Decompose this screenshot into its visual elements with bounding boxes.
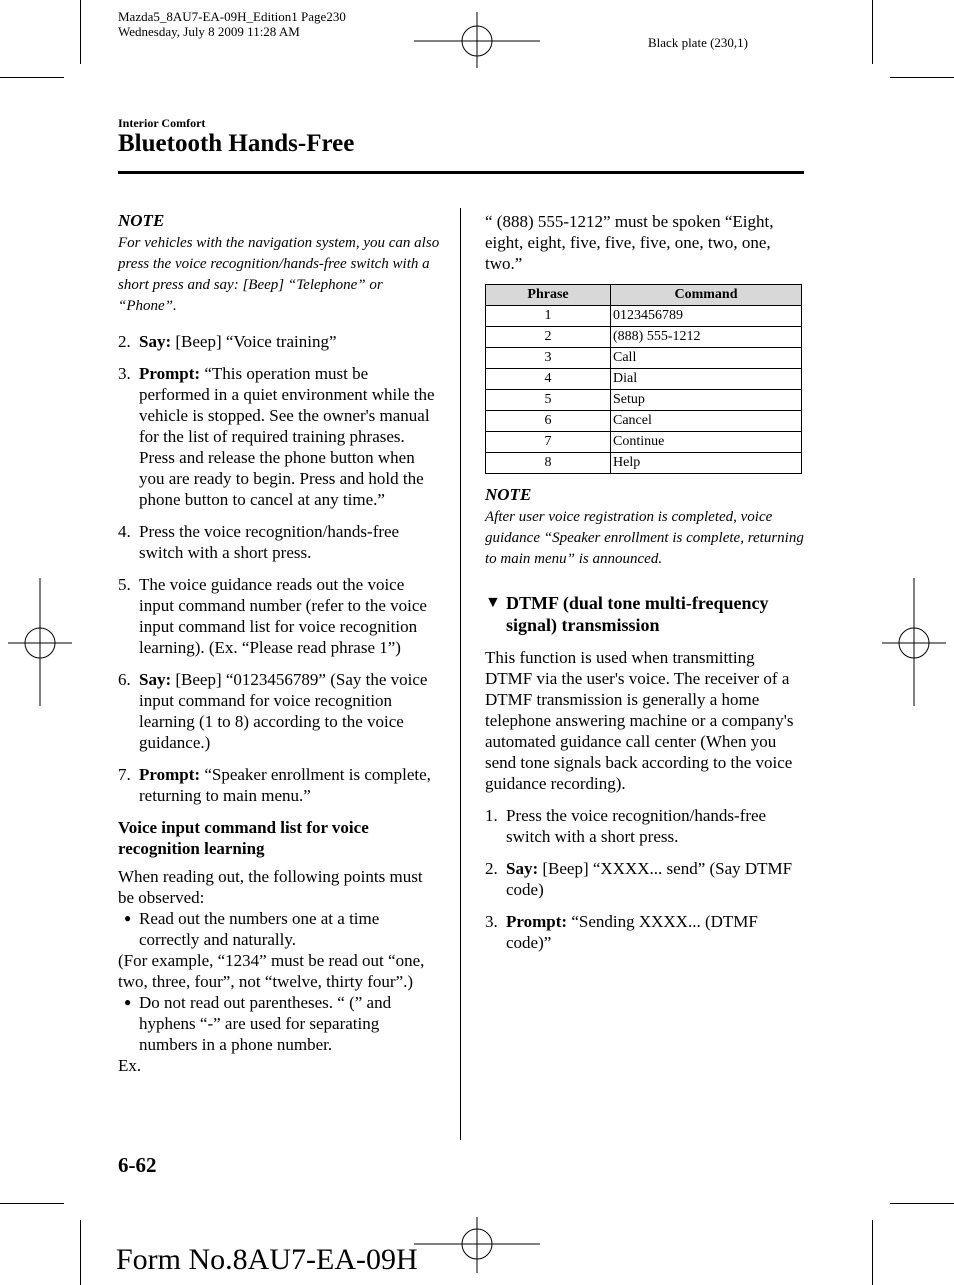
note-text: For vehicles with the navigation system, you can also press the voice recognition/hands-free switch with a short press and say: [Beep] “Telephone” or “Phone”. xyxy=(118,235,440,314)
step-number: 2. xyxy=(485,859,498,878)
continued-text: “ (888) 555-1212” must be spoken “Eight, eight, eight, five, five, five, one, two, one, two.” xyxy=(485,212,774,273)
step-keyword: Say: xyxy=(139,670,172,689)
step-keyword: Say: xyxy=(139,332,172,351)
phrase-cell: 6 xyxy=(486,411,611,432)
step-item xyxy=(118,574,440,658)
phrase-cell: 3 xyxy=(486,348,611,369)
print-file-line: Mazda5_8AU7-EA-09H_Edition1 Page230 xyxy=(118,9,346,24)
command-cell: Setup xyxy=(611,390,802,411)
table-row xyxy=(486,432,802,453)
step-number: 2. xyxy=(118,332,131,351)
column-header: Command xyxy=(611,285,802,306)
bullet-icon: ● xyxy=(124,995,132,1009)
bullet-text: Do not read out parentheses. “ (” and hyphens “-” are used for separating numbers in a phone number. xyxy=(139,993,392,1054)
print-date-line: Wednesday, July 8 2009 11:28 AM xyxy=(118,24,300,39)
bullet-item xyxy=(118,992,440,1055)
table-row xyxy=(486,390,802,411)
dtmf-subheading xyxy=(485,592,805,636)
table-row xyxy=(486,453,802,474)
phrase-cell: 2 xyxy=(486,327,611,348)
registration-mark-right xyxy=(882,578,946,706)
table-row xyxy=(486,306,802,327)
step-text: [Beep] “Voice training” xyxy=(171,332,337,351)
crop-mark xyxy=(890,77,954,78)
step-item xyxy=(118,669,440,753)
phrase-cell: 7 xyxy=(486,432,611,453)
crop-mark xyxy=(872,0,873,64)
note-heading: NOTE xyxy=(485,485,532,504)
table-header-row xyxy=(486,285,802,306)
right-column xyxy=(485,211,805,964)
crop-mark xyxy=(0,1203,64,1204)
step-text: [Beep] “0123456789” (Say the voice input command for voice recognition learning (1 to 8) according to the voice guidance.) xyxy=(139,670,428,752)
bullet-item xyxy=(118,908,440,950)
bullet-text: Read out the numbers one at a time correctly and naturally. xyxy=(139,909,380,949)
bullet-icon: ● xyxy=(124,911,132,925)
command-table xyxy=(485,284,802,474)
step-number: 7. xyxy=(118,765,131,784)
registration-mark-bottom xyxy=(414,1217,540,1279)
intro-text: When reading out, the following points must be observed: xyxy=(118,867,423,907)
dtmf-steps-list xyxy=(485,805,805,953)
step-keyword: Prompt: xyxy=(506,912,568,931)
step-text: “Speaker enrollment is complete, returning to main menu.” xyxy=(139,765,431,805)
crop-mark xyxy=(80,1220,81,1285)
plate-label: Black plate (230,1) xyxy=(648,35,748,50)
step-text: Press the voice recognition/hands-free switch with a short press. xyxy=(506,806,767,846)
form-number: Form No.8AU7-EA-09H xyxy=(116,1243,418,1276)
registration-mark-left xyxy=(8,578,72,706)
step-number: 3. xyxy=(118,364,131,383)
step-text: Press the voice recognition/hands-free switch with a short press. xyxy=(139,522,400,562)
phrase-cell: 1 xyxy=(486,306,611,327)
step-item xyxy=(485,858,805,900)
subheading-text: DTMF (dual tone multi-frequency signal) transmission xyxy=(506,593,769,635)
step-item xyxy=(485,805,805,847)
command-cell: Help xyxy=(611,453,802,474)
command-cell: 0123456789 xyxy=(611,306,802,327)
page-title: Bluetooth Hands-Free xyxy=(118,130,355,157)
step-text: [Beep] “XXXX... send” (Say DTMF code) xyxy=(506,859,793,899)
example-text: (For example, “1234” must be read out “one, two, three, four”, not “twelve, thirty four”.) xyxy=(118,951,425,991)
step-keyword: Prompt: xyxy=(139,765,201,784)
print-header xyxy=(118,9,346,39)
column-header: Phrase xyxy=(486,285,611,306)
table-row xyxy=(486,327,802,348)
step-keyword: Prompt: xyxy=(139,364,201,383)
command-cell: Cancel xyxy=(611,411,802,432)
column-divider xyxy=(460,208,461,1140)
step-item xyxy=(118,331,440,352)
table-row xyxy=(486,348,802,369)
command-cell: Call xyxy=(611,348,802,369)
left-column xyxy=(118,210,440,1076)
command-cell: Dial xyxy=(611,369,802,390)
phrase-cell: 5 xyxy=(486,390,611,411)
step-number: 6. xyxy=(118,670,131,689)
crop-mark xyxy=(80,0,81,64)
step-text: “Sending XXXX... (DTMF code)” xyxy=(506,912,758,952)
table-row xyxy=(486,369,802,390)
note-text: After user voice registration is completed, voice guidance “Speaker enrollment is complete, returning to main menu” is announced. xyxy=(485,509,804,567)
steps-list xyxy=(118,331,440,806)
command-cell: Continue xyxy=(611,432,802,453)
bullet-list xyxy=(118,908,440,950)
list-heading: Voice input command list for voice recognition learning xyxy=(118,818,369,858)
crop-mark xyxy=(890,1203,954,1204)
step-item xyxy=(118,363,440,510)
dtmf-body: This function is used when transmitting DTMF via the user's voice. The receiver of a DTMF transmission is generally a home telephone answering machine or a company's automated guidance call center (When you send tone signals back according to the voice guidance recording). xyxy=(485,648,794,793)
command-cell: (888) 555-1212 xyxy=(611,327,802,348)
page-number: 6-62 xyxy=(118,1153,157,1177)
table-row xyxy=(486,411,802,432)
ex-label: Ex. xyxy=(118,1056,142,1075)
section-label: Interior Comfort xyxy=(118,116,206,130)
phrase-cell: 4 xyxy=(486,369,611,390)
step-number: 5. xyxy=(118,575,131,594)
crop-mark xyxy=(0,77,64,78)
registration-mark-top xyxy=(414,6,540,68)
phrase-cell: 8 xyxy=(486,453,611,474)
step-number: 1. xyxy=(485,806,498,825)
crop-mark xyxy=(872,1220,873,1285)
step-number: 4. xyxy=(118,522,131,541)
step-item xyxy=(118,764,440,806)
step-item xyxy=(118,521,440,563)
step-text: The voice guidance reads out the voice input command number (refer to the voice input command list for voice recognition learning). (Ex. “Please read phrase 1”) xyxy=(139,575,427,657)
title-rule xyxy=(118,171,804,174)
note-heading: NOTE xyxy=(118,211,165,230)
step-text: “This operation must be performed in a quiet environment while the vehicle is stopped. See the owner's manual for the list of required training phrases. Press and release the phone button when you are ready to begin. Press and hold the phone button to cancel at any time.” xyxy=(139,364,435,509)
step-item xyxy=(485,911,805,953)
triangle-down-icon: ▼ xyxy=(485,594,501,611)
step-number: 3. xyxy=(485,912,498,931)
step-keyword: Say: xyxy=(506,859,539,878)
bullet-list xyxy=(118,992,440,1055)
